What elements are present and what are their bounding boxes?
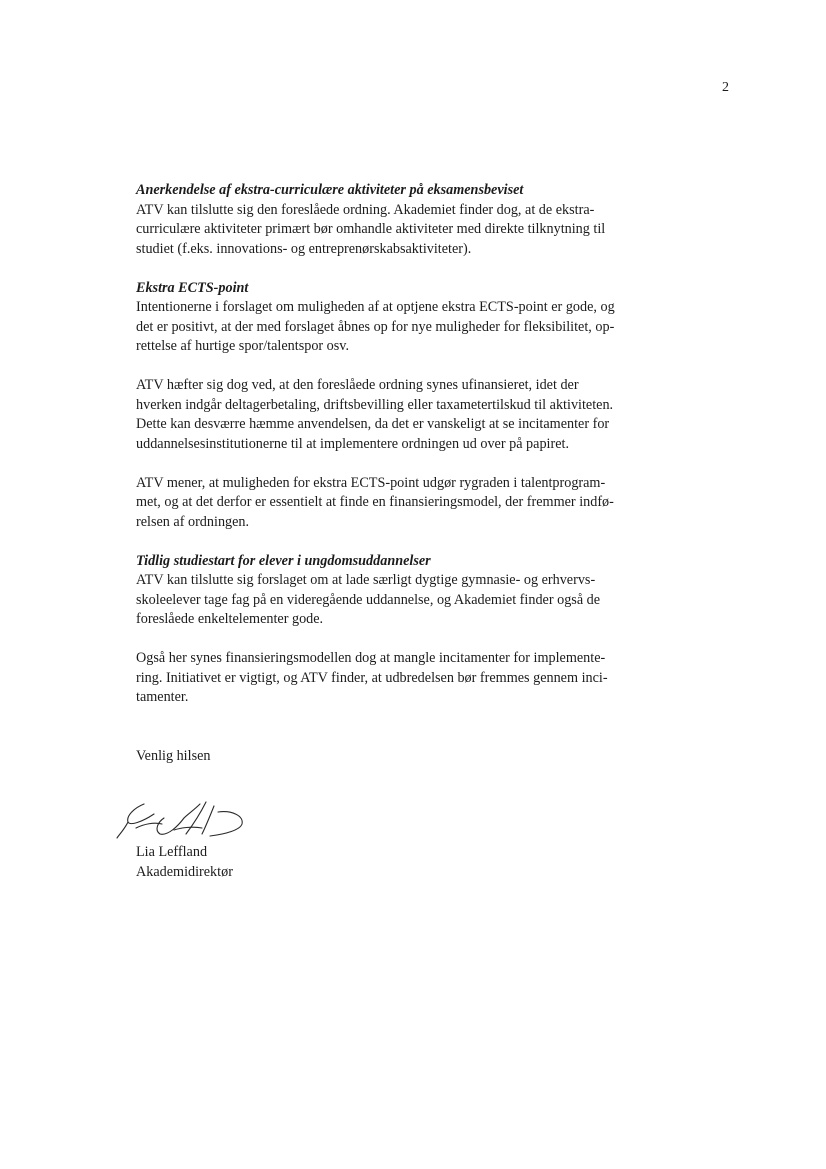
text-line: met, og at det derfor er essentielt at finde en finansieringsmodel, der fremmer indfø- xyxy=(136,494,614,510)
section-ects-points xyxy=(136,279,616,533)
text-line: tamenter. xyxy=(136,689,189,705)
paragraph xyxy=(136,298,616,357)
section-heading: Tidlig studiestart for elever i ungdomsuddannelser xyxy=(136,552,431,569)
paragraph xyxy=(136,376,616,454)
paragraph xyxy=(136,201,616,260)
text-line: ATV mener, at muligheden for ekstra ECTS-point udgør rygraden i talentprogram- xyxy=(136,474,606,491)
text-line: Dette kan desværre hæmme anvendelsen, da det er vanskeligt at se incitamenter for xyxy=(136,416,610,432)
text-line: ATV hæfter sig dog ved, at den foreslåede ordning synes ufinansieret, idet der xyxy=(136,377,579,393)
paragraph xyxy=(136,474,616,533)
text-line: curriculære aktiviteter primært bør omhandle aktiviteter med direkte tilknytning til xyxy=(136,221,606,237)
paragraph xyxy=(136,649,616,708)
section-extracurricular xyxy=(136,181,616,259)
text-line: Også her synes finansieringsmodellen dog at mangle incitamenter for implemente- xyxy=(136,650,606,666)
text-line: ATV kan tilslutte sig den foreslåede ordning. Akademiet finder dog, at de ekstra- xyxy=(136,201,595,218)
text-line: relsen af ordningen. xyxy=(136,513,250,530)
text-line: det er positivt, at der med forslaget åbnes op for nye muligheder for fleksibilitet, op- xyxy=(136,318,615,335)
text-line: rettelse af hurtige spor/talentspor osv. xyxy=(136,338,350,354)
text-line: studiet (f.eks. innovations- og entreprenørskabsaktiviteter). xyxy=(136,240,472,257)
text-line: ring. Initiativet er vigtigt, og ATV finder, at udbredelsen bør fremmes gennem inci- xyxy=(136,669,608,686)
letter-body xyxy=(136,181,616,766)
closing-greeting: Venlig hilsen xyxy=(136,747,211,764)
text-line: skoleelever tage fag på en videregående uddannelse, og Akademiet finder også de xyxy=(136,591,601,608)
paragraph xyxy=(136,571,616,630)
section-heading: Anerkendelse af ekstra-curriculære aktiviteter på eksamensbeviset xyxy=(136,182,524,198)
text-line: hverken indgår deltagerbetaling, driftsbevilling eller taxametertilskud til aktiviteten. xyxy=(136,396,614,413)
page-number: 2 xyxy=(722,80,729,95)
text-line: uddannelsesinstitutionerne til at implementere ordningen ud over på papiret. xyxy=(136,435,569,452)
text-line: foreslåede enkeltelementer gode. xyxy=(136,611,324,627)
signer-title: Akademidirektør xyxy=(136,863,233,880)
text-line: ATV kan tilslutte sig forslaget om at lade særligt dygtige gymnasie- og erhvervs- xyxy=(136,572,596,588)
section-heading: Ekstra ECTS-point xyxy=(136,279,249,296)
section-early-start xyxy=(136,552,616,708)
text-line: Intentionerne i forslaget om muligheden af at optjene ekstra ECTS-point er gode, og xyxy=(136,299,615,315)
signer-block xyxy=(136,843,233,882)
signer-name: Lia Leffland xyxy=(136,844,208,860)
